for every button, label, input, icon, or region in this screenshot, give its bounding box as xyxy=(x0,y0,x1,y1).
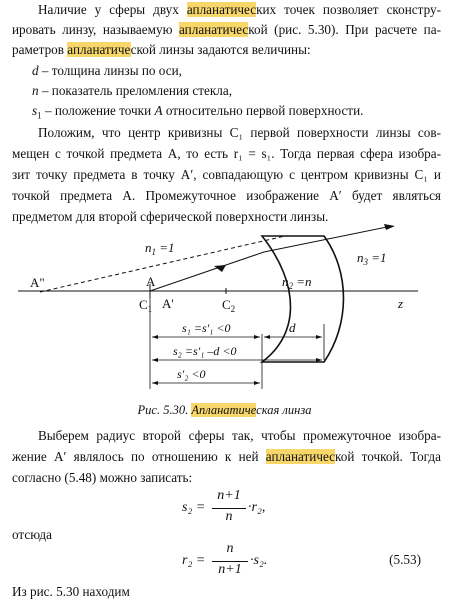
text-run: кой точкой. Тогда xyxy=(335,449,441,464)
label-A-prime: A' xyxy=(162,296,174,311)
ray-arrowhead-2 xyxy=(384,224,395,230)
formula-lhs: r₂ = xyxy=(182,553,206,568)
text-run: раметров xyxy=(12,42,68,57)
para2-line5: предметом для второй сферической поверхности линзы. xyxy=(12,209,329,224)
formula-numerator: n+1 xyxy=(217,488,241,503)
symbol: s xyxy=(32,103,38,118)
para2-line2: мещен с точкой предмета A, то есть r₁ = s₁. Тогда первая сфера изобра- xyxy=(12,146,441,161)
search-highlight: апланатичес xyxy=(179,22,249,37)
para3-line2 xyxy=(12,447,441,467)
para1-line1 xyxy=(38,0,441,20)
formula-denominator: n+1 xyxy=(218,562,242,577)
text-run: ской линзы задаются величины: xyxy=(130,42,311,57)
search-highlight: апланатиче xyxy=(67,42,131,57)
label-n2: $n_2 =n$ xyxy=(282,274,312,291)
formula-rhs: ·s₂. xyxy=(250,553,268,568)
para2-line3: зит точку предмета в точку A′, совпадающую с центром кривизны C₁ и xyxy=(12,167,441,182)
text-run: ировать линзу, называемую xyxy=(12,22,179,37)
last-line: Из рис. 5.30 находим xyxy=(12,584,130,599)
lens-body xyxy=(262,236,344,362)
para3-line1: Выберем радиус второй сферы так, чтобы промежуточное изобра- xyxy=(38,428,441,443)
otsyuda-text: отсюда xyxy=(12,527,52,542)
formula-rhs: ·r₂, xyxy=(248,500,266,515)
text-run: кой (рис. 5.30). При расчете па- xyxy=(248,22,441,37)
search-highlight: Апланатиче xyxy=(191,403,257,417)
para1-line3 xyxy=(12,40,441,60)
text-run: – положение точки xyxy=(41,103,155,118)
label-z: z xyxy=(398,296,404,311)
text-run: ких точек позволяет сконстру- xyxy=(256,2,441,17)
label-C2: $C_2$ xyxy=(222,297,236,314)
symbol: d xyxy=(32,63,39,78)
lens-diagram xyxy=(0,224,449,404)
def-n xyxy=(32,81,232,101)
text-run: Наличие у сферы двух xyxy=(38,2,187,17)
label-n3: $n_3 =1$ xyxy=(357,250,387,267)
formula-numerator: n xyxy=(226,541,234,556)
incident-ray xyxy=(150,252,264,291)
para2-line1: Положим, что центр кривизны C₁ первой поверхности линзы сов- xyxy=(38,125,441,140)
label-s2-prime: s'₂ <0 xyxy=(177,367,206,381)
label-A: A xyxy=(146,274,156,289)
search-highlight: апланатичес xyxy=(265,449,336,464)
figure-caption xyxy=(0,403,449,418)
text-run: ская линза xyxy=(256,403,312,417)
label-A-double-prime: A" xyxy=(30,275,45,290)
text-run: жение A′ являлось по отношению к ней xyxy=(12,449,266,464)
label-s2: s₂ =s'₁ –d <0 xyxy=(173,344,237,358)
text-run: Рис. 5.30. xyxy=(137,403,192,417)
subscript: 1 xyxy=(37,110,42,121)
text-run: – показатель преломления стекла, xyxy=(38,83,233,98)
text-run: – толщина линзы по оси, xyxy=(38,63,182,78)
para2-line4: точкой предмета A. Промежуточное изображение A′ будет являться xyxy=(12,188,441,203)
formula-lhs: s₂ = xyxy=(182,500,206,515)
para1-line2 xyxy=(12,20,441,40)
search-highlight: апланатичес xyxy=(186,2,257,17)
text-run: относительно первой поверхности. xyxy=(162,103,364,118)
def-d xyxy=(32,61,182,81)
symbol: A xyxy=(154,103,163,118)
para3-line3: согласно (5.48) можно записать: xyxy=(12,470,193,485)
symbol: n xyxy=(32,83,39,98)
label-d: d xyxy=(289,320,296,335)
def-s1 xyxy=(32,101,363,121)
formula-denominator: n xyxy=(225,509,233,524)
label-s1: s₁ =s'₁ <0 xyxy=(182,321,231,335)
refracted-ray xyxy=(264,226,392,252)
equation-number: (5.53) xyxy=(389,552,421,567)
label-n1: $n_1 =1$ xyxy=(145,240,175,257)
label-C1: $C_1$ xyxy=(139,297,153,314)
